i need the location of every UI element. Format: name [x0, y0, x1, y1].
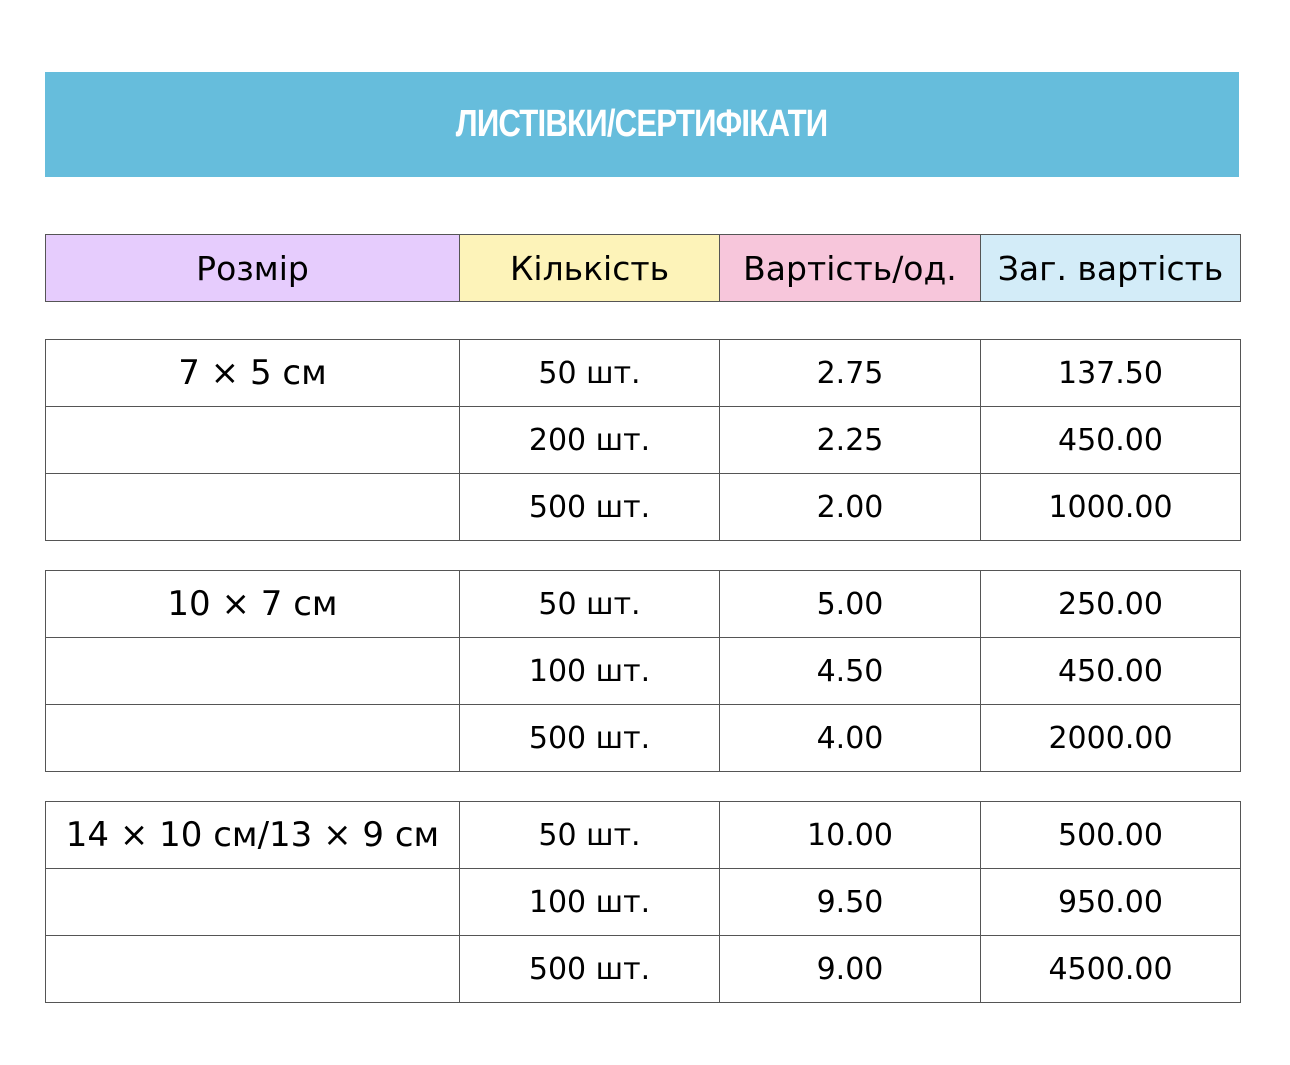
unit-price-cell: 4.50	[719, 637, 981, 705]
header-size: Розмір	[45, 234, 460, 302]
price-group-1	[45, 339, 1242, 541]
table-row	[45, 868, 1241, 936]
table-row	[45, 935, 1241, 1003]
quantity-cell: 50 шт.	[459, 339, 720, 407]
quantity-cell: 100 шт.	[459, 868, 720, 936]
table-row	[45, 406, 1241, 474]
unit-price-cell: 4.00	[719, 704, 981, 772]
table-row	[45, 704, 1241, 772]
quantity-cell: 500 шт.	[459, 704, 720, 772]
total-price-cell: 250.00	[980, 570, 1241, 638]
size-cell-empty	[45, 868, 460, 936]
quantity-cell: 200 шт.	[459, 406, 720, 474]
total-price-cell: 4500.00	[980, 935, 1241, 1003]
size-cell: 10 × 7 см	[45, 570, 460, 638]
total-price-cell: 137.50	[980, 339, 1241, 407]
size-cell-empty	[45, 704, 460, 772]
price-group-3	[45, 801, 1242, 1003]
table-row	[45, 473, 1241, 541]
unit-price-cell: 9.50	[719, 868, 981, 936]
quantity-cell: 50 шт.	[459, 801, 720, 869]
quantity-cell: 50 шт.	[459, 570, 720, 638]
size-cell-empty	[45, 935, 460, 1003]
unit-price-cell: 2.00	[719, 473, 981, 541]
unit-price-cell: 2.25	[719, 406, 981, 474]
table-row	[45, 801, 1241, 869]
table-row	[45, 570, 1241, 638]
unit-price-cell: 10.00	[719, 801, 981, 869]
total-price-cell: 2000.00	[980, 704, 1241, 772]
table-row	[45, 339, 1241, 407]
table-row	[45, 637, 1241, 705]
unit-price-cell: 5.00	[719, 570, 981, 638]
size-cell-empty	[45, 406, 460, 474]
header-quantity: Кількість	[459, 234, 720, 302]
total-price-cell: 500.00	[980, 801, 1241, 869]
header-unit-price: Вартість/од.	[719, 234, 981, 302]
quantity-cell: 500 шт.	[459, 935, 720, 1003]
size-cell-empty	[45, 473, 460, 541]
quantity-cell: 100 шт.	[459, 637, 720, 705]
total-price-cell: 450.00	[980, 406, 1241, 474]
total-price-cell: 450.00	[980, 637, 1241, 705]
unit-price-cell: 9.00	[719, 935, 981, 1003]
price-group-2	[45, 570, 1242, 772]
page-title: ЛИСТІВКИ/СЕРТИФІКАТИ	[456, 103, 828, 145]
total-price-cell: 1000.00	[980, 473, 1241, 541]
title-banner	[45, 72, 1239, 177]
size-cell: 14 × 10 см/13 × 9 см	[45, 801, 460, 869]
size-cell: 7 × 5 см	[45, 339, 460, 407]
header-total-price: Заг. вартість	[980, 234, 1241, 302]
total-price-cell: 950.00	[980, 868, 1241, 936]
quantity-cell: 500 шт.	[459, 473, 720, 541]
size-cell-empty	[45, 637, 460, 705]
table-header-row	[45, 234, 1241, 302]
unit-price-cell: 2.75	[719, 339, 981, 407]
